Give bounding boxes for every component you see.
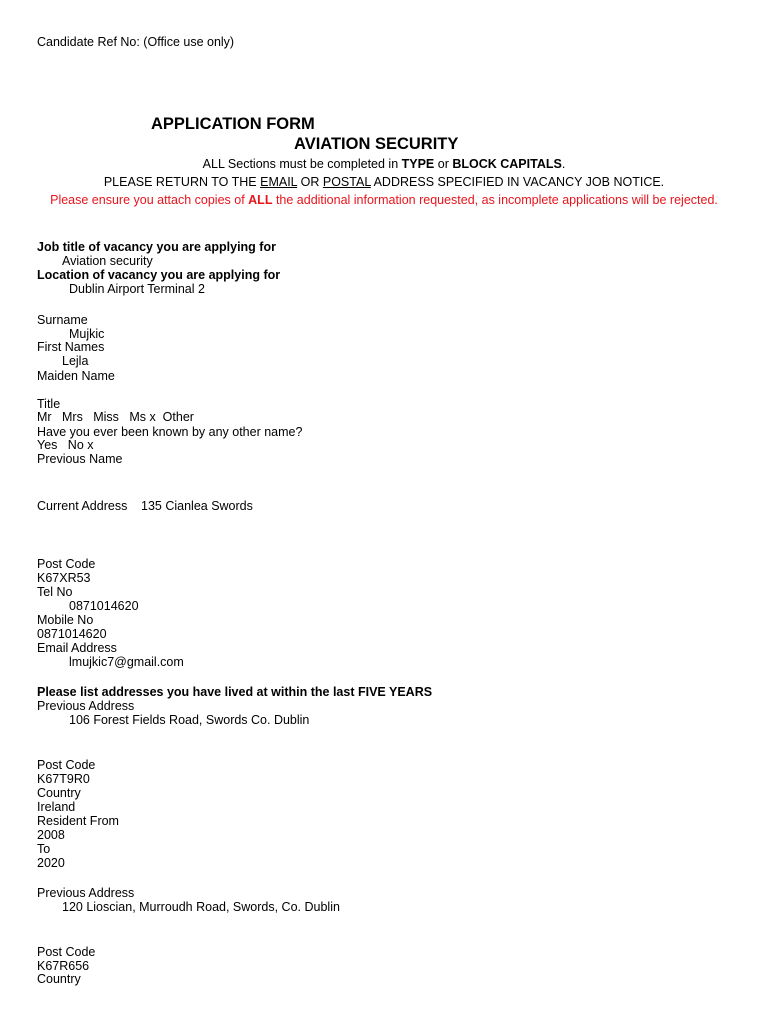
warning-all: ALL (248, 193, 273, 207)
other-name-question: Have you ever been known by any other name? (37, 425, 303, 439)
country-value: Ireland (37, 800, 76, 814)
form-title: APPLICATION FORM (151, 115, 315, 133)
country-label: Country (37, 972, 81, 986)
previous-post-code-label: Post Code (37, 758, 96, 772)
email-label: Email Address (37, 641, 117, 655)
previous-name-label: Previous Name (37, 452, 123, 466)
maiden-name-label: Maiden Name (37, 369, 115, 383)
job-title-label: Job title of vacancy you are applying for (37, 240, 276, 254)
resident-from-label: Resident From (37, 814, 119, 828)
title-options: Mr Mrs Miss Ms x Other (37, 410, 194, 424)
instruction-text: ADDRESS SPECIFIED IN VACANCY JOB NOTICE. (370, 175, 665, 189)
instruction-text: . (561, 157, 566, 171)
current-address-label: Current Address (37, 499, 128, 513)
previous-address-label: Previous Address (37, 699, 135, 713)
other-name-answer: Yes No x (37, 438, 94, 452)
instruction-text: PLEASE RETURN TO THE (103, 175, 261, 189)
instruction-email: EMAIL (260, 175, 298, 189)
surname-label: Surname (37, 313, 88, 327)
current-address-value: 135 Cianlea Swords (141, 499, 253, 513)
surname-value: Mujkic (69, 327, 105, 341)
resident-from-value: 2008 (37, 828, 65, 842)
job-title-value: Aviation security (62, 254, 153, 268)
post-code-value: K67XR53 (37, 571, 91, 585)
previous-address-value: 120 Lioscian, Murroudh Road, Swords, Co. Dublin (62, 900, 340, 914)
tel-label: Tel No (37, 585, 73, 599)
tel-value: 0871014620 (69, 599, 139, 613)
title-label: Title (37, 397, 61, 411)
instruction-return (0, 175, 768, 189)
first-names-value: Lejla (62, 354, 89, 368)
form-subtitle: AVIATION SECURITY (294, 135, 459, 153)
instruction-text: OR (297, 175, 323, 189)
previous-post-code-value: K67T9R0 (37, 772, 90, 786)
instruction-text: or (434, 157, 453, 171)
warning-part: the additional information requested, as incomplete applications will be rejected. (272, 193, 718, 207)
previous-post-code-label: Post Code (37, 945, 96, 959)
instruction-type: TYPE (401, 157, 435, 171)
instruction-block-capitals: BLOCK CAPITALS (452, 157, 562, 171)
instruction-completion (0, 157, 768, 171)
instruction-postal: POSTAL (322, 175, 371, 189)
post-code-label: Post Code (37, 557, 96, 571)
resident-to-label: To (37, 842, 51, 856)
warning-text (0, 193, 768, 207)
email-value: lmujkic7@gmail.com (69, 655, 184, 669)
previous-address-label: Previous Address (37, 886, 135, 900)
instruction-text: ALL Sections must be completed in (202, 157, 402, 171)
candidate-ref-label: Candidate Ref No: (Office use only) (37, 35, 235, 49)
mobile-label: Mobile No (37, 613, 94, 627)
location-value: Dublin Airport Terminal 2 (69, 282, 205, 296)
country-label: Country (37, 786, 81, 800)
warning-part: Please ensure you attach copies of (50, 193, 249, 207)
previous-post-code-value: K67R656 (37, 959, 90, 973)
resident-to-value: 2020 (37, 856, 65, 870)
location-label: Location of vacancy you are applying for (37, 268, 281, 282)
address-history-heading: Please list addresses you have lived at within the last FIVE YEARS (37, 685, 433, 699)
first-names-label: First Names (37, 340, 105, 354)
mobile-value: 0871014620 (37, 627, 107, 641)
previous-address-value: 106 Forest Fields Road, Swords Co. Dublin (69, 713, 310, 727)
